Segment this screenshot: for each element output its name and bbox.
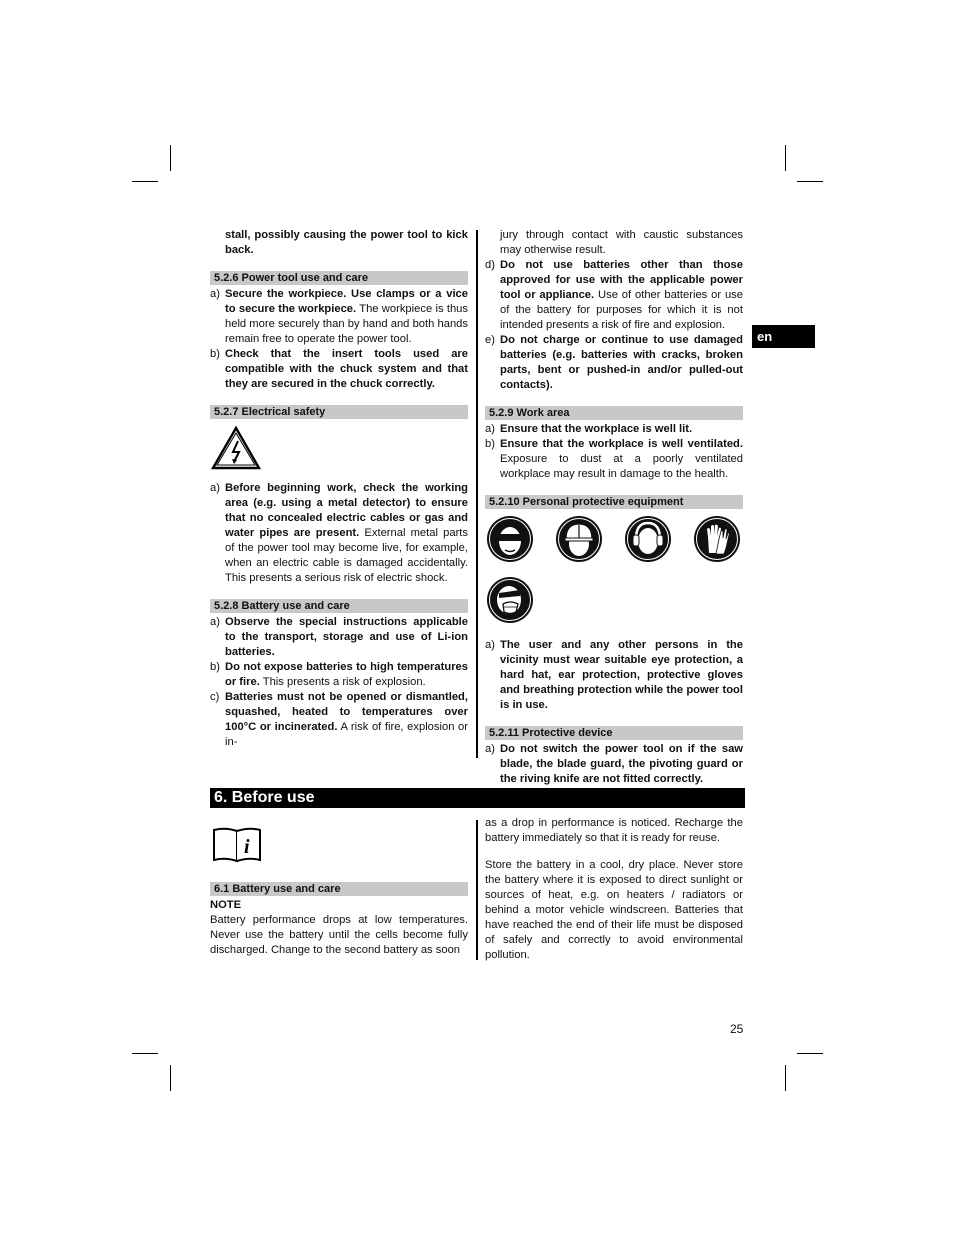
crop-mark: [785, 145, 786, 171]
note-text-continued: as a drop in performance is noticed. Recharge the battery immediately so that it is ready for reuse.: [485, 817, 743, 844]
list-item: a) Ensure that the workplace is well lit.: [485, 423, 693, 435]
section-title: 5.2.10 Personal protective equipment: [485, 495, 743, 509]
continued-text: stall, possibly causing the power tool to kick back.: [225, 229, 468, 256]
list-item: a) Observe the special instructions applicable to the transport, storage and use of Li-ion batteries.: [210, 616, 468, 658]
crop-mark: [797, 181, 823, 182]
crop-mark: [170, 145, 171, 171]
page-number: 25: [730, 1022, 744, 1036]
crop-mark: [797, 1053, 823, 1054]
list-item: a) Secure the workpiece. Use clamps or a vice to secure the workpiece. The workpiece is thus held more securely than by hand and both hands remain free to operate the power tool.: [210, 288, 468, 345]
crop-mark: [132, 181, 158, 182]
column-divider: [476, 820, 478, 960]
list-item: e) Do not charge or continue to use damaged batteries (e.g. batteries with cracks, broken parts, bent or pushed-in and/or pulled-out contacts).: [485, 334, 743, 391]
protective-gloves-icon: [693, 515, 741, 563]
svg-text:i: i: [244, 836, 250, 858]
list-item: b) Check that the insert tools used are compatible with the chuck system and that they are secured in the chuck correctly.: [210, 348, 468, 390]
list-item: a) Before beginning work, check the working area (e.g. using a metal detector) to ensure that no concealed electric cables or gas and water pipes are present. External metal parts of the power tool may become live, for example, when an electric cable is damaged accidentally. This presents a serious risk of electric shock.: [210, 482, 468, 584]
high-voltage-warning-icon: [210, 425, 262, 471]
note-text: Battery performance drops at low temperatures. Never use the battery until the cells become fully discharged. Change to the second battery as soon: [210, 914, 468, 956]
read-manual-info-icon: [212, 826, 264, 864]
crop-mark: [785, 1065, 786, 1091]
ear-protection-icon: [624, 515, 672, 563]
ppe-icon-row: [486, 515, 743, 563]
chapter-heading: 6. Before use: [210, 788, 745, 808]
hard-hat-icon: [555, 515, 603, 563]
eye-protection-icon: [486, 515, 534, 563]
section-title: 5.2.6 Power tool use and care: [210, 271, 468, 285]
crop-mark: [170, 1065, 171, 1091]
section-title: 5.2.9 Work area: [485, 406, 743, 420]
list-item: a) Do not switch the power tool on if the saw blade, the blade guard, the pivoting guard or the riving knife are not fitted correctly.: [485, 743, 743, 785]
section6-right-column: [485, 816, 743, 963]
section-title: 6.1 Battery use and care: [210, 882, 468, 896]
section6-left-column: [210, 826, 468, 958]
list-item: b) Do not expose batteries to high temperatures or fire. This presents a risk of explosion.: [210, 661, 468, 688]
list-item: b) Ensure that the workplace is well ventilated. Exposure to dust at a poorly ventilated workplace may result in damage to the health.: [485, 438, 743, 480]
list-item: a) The user and any other persons in the vicinity must wear suitable eye protection, a hard hat, ear protection, protective gloves and breathing protection while the power tool is in use.: [485, 639, 743, 711]
section-title: 5.2.11 Protective device: [485, 726, 743, 740]
section-title: 5.2.7 Electrical safety: [210, 405, 468, 419]
breathing-protection-icon: [486, 576, 534, 624]
continued-text: jury through contact with caustic substances may otherwise result.: [500, 229, 743, 256]
list-item: d) Do not use batteries other than those approved for use with the applicable power tool or appliance. Use of other batteries or use of the battery for purposes for which it is not intended presents a risk of fire and explosion.: [485, 259, 743, 331]
ppe-icon-row: [486, 576, 743, 624]
storage-text: Store the battery in a cool, dry place. Never store the battery where it is exposed to direct sunlight or sources of heat, e.g. on heaters / radiators or behind a motor vehicle windscreen. Batteries that have reached the end of their life must be disposed of safely and correctly to avoid environmental pollution.: [485, 859, 743, 961]
right-column: [485, 228, 743, 787]
language-tab: en: [752, 325, 815, 348]
crop-mark: [132, 1053, 158, 1054]
left-column: [210, 228, 468, 750]
list-item: c) Batteries must not be opened or dismantled, squashed, heated to temperatures over 100°C or incinerated. A risk of fire, explosion or in-: [210, 691, 468, 748]
section-title: 5.2.8 Battery use and care: [210, 599, 468, 613]
column-divider: [476, 230, 478, 758]
note-label: NOTE: [210, 899, 242, 911]
